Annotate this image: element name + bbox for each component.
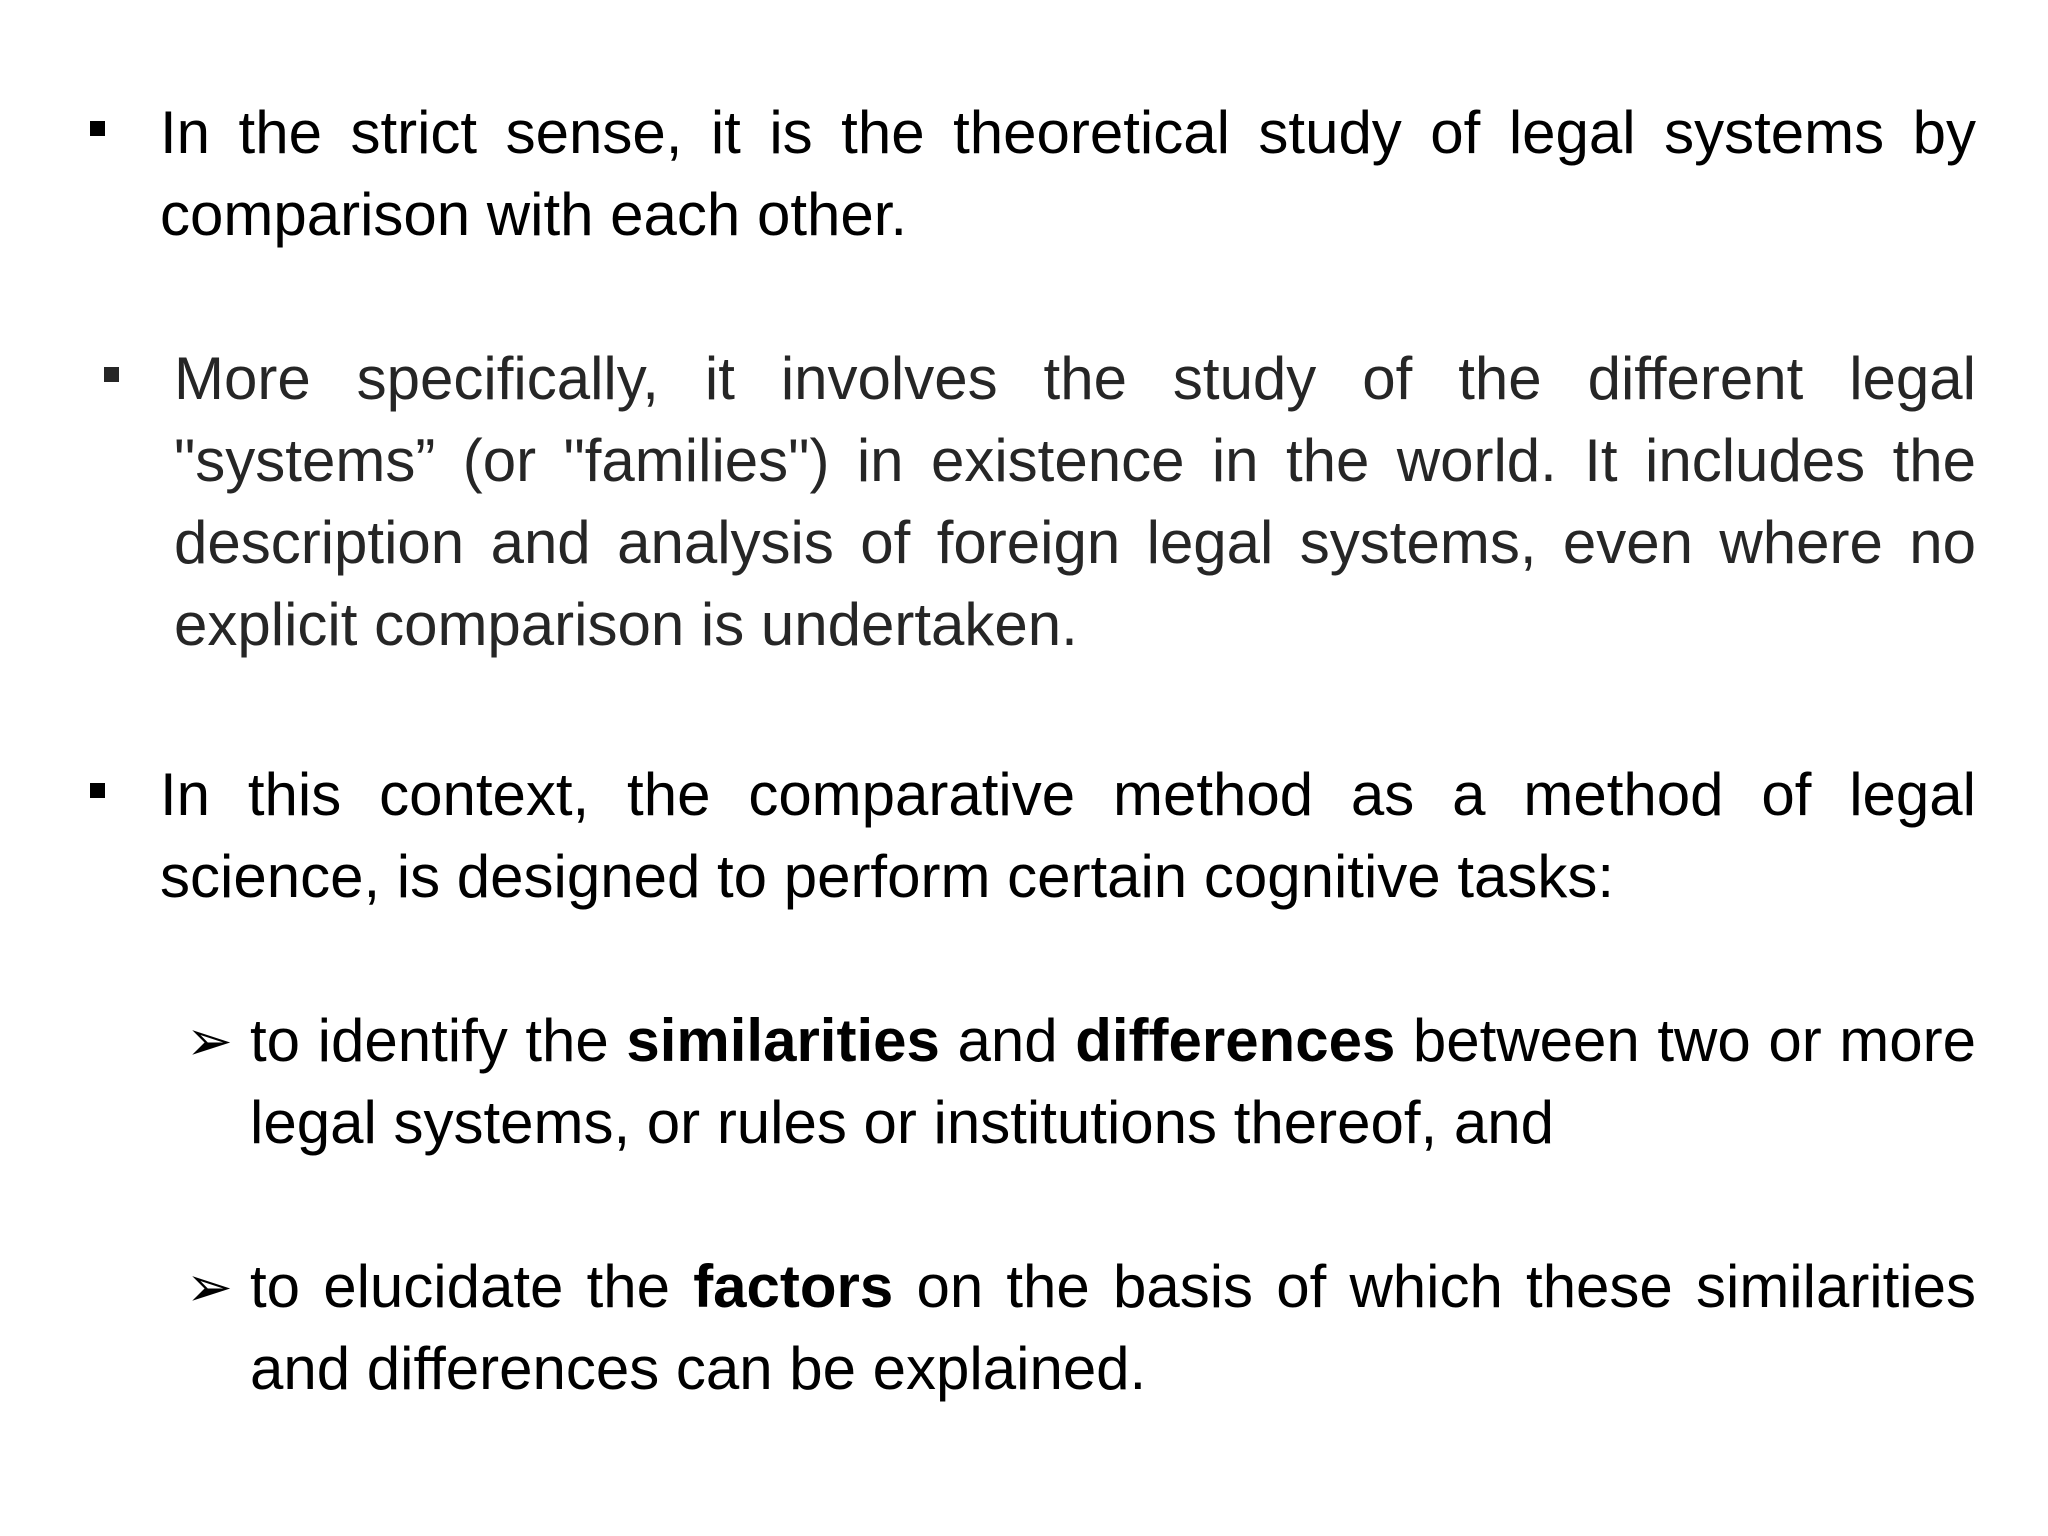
- subbullet-elucidate: [250, 1246, 1976, 1410]
- square-bullet-icon: [90, 783, 105, 798]
- bullet-comparative-method: [160, 754, 1976, 918]
- bullet-text: In the strict sense, it is the theoretical study of legal systems by comparison with each other.: [160, 99, 1976, 248]
- bullet-strict-sense: [160, 92, 1976, 256]
- square-bullet-icon: [104, 367, 119, 382]
- arrow-bullet-icon: ➢: [186, 1009, 233, 1072]
- subbullet-text: and: [939, 1007, 1076, 1074]
- subbullet-bold-term: similarities: [626, 1007, 940, 1074]
- subbullet-bold-term: differences: [1075, 1007, 1396, 1074]
- subbullet-text: between two or more legal systems, or rules or institutions thereof, and: [250, 1007, 1976, 1156]
- arrow-bullet-icon: ➢: [186, 1255, 233, 1318]
- bullet-text: In this context, the comparative method as a method of legal science, is designed to perform certain cognitive tasks:: [160, 761, 1976, 910]
- bullet-more-specifically: [174, 338, 1976, 666]
- subbullet-text: to elucidate the: [250, 1253, 694, 1320]
- subbullet-text: on the basis of which these similarities and differences can be explained.: [250, 1253, 1977, 1402]
- bullet-text: More specifically, it involves the study of the different legal "systems” (or "families") in existence in the world. It includes the description and analysis of foreign legal systems, even where no explicit comparison is undertaken.: [174, 345, 1976, 658]
- subbullet-text: to identify the: [250, 1007, 627, 1074]
- subbullet-bold-term: factors: [693, 1253, 894, 1320]
- subbullet-identify: [250, 1000, 1976, 1164]
- square-bullet-icon: [90, 121, 105, 136]
